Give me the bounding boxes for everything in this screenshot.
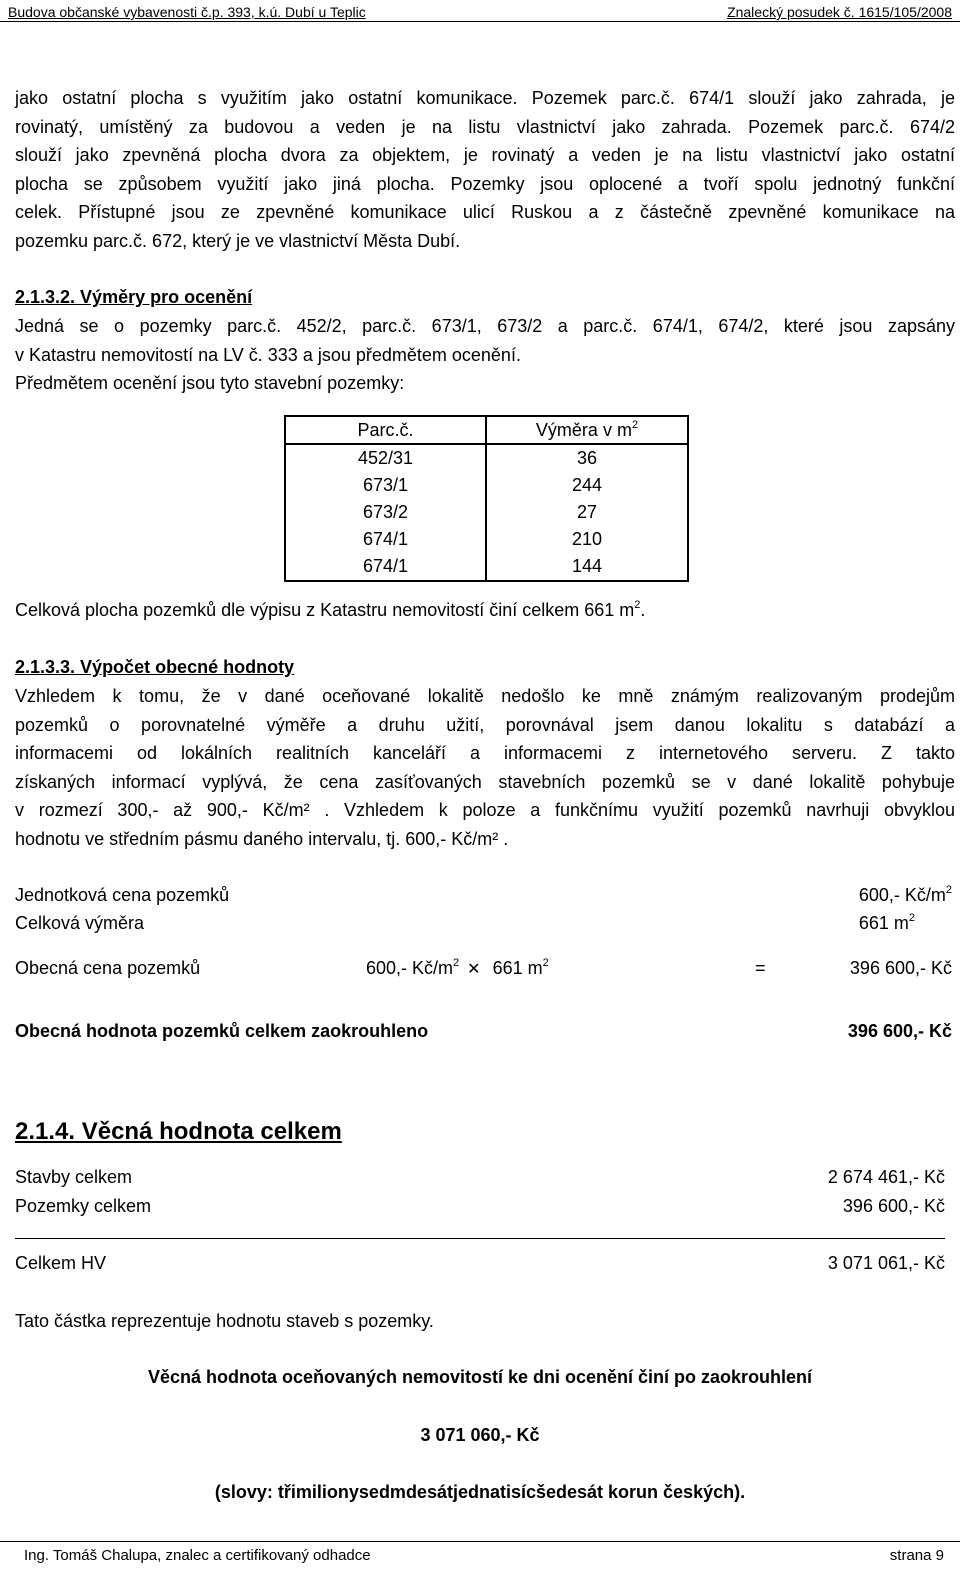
column-header-area: Výměra v $m^2$ xyxy=(486,416,688,444)
area-cell: 36 xyxy=(486,444,688,472)
equals-sign: = xyxy=(755,958,766,978)
table-header-row xyxy=(285,416,688,444)
area-cell: 244 xyxy=(486,472,688,499)
page-number: strana 9 xyxy=(889,1547,944,1564)
text-line: hodnotu ve středním pásmu daného intervalu, tj. 600,- Kč/m² . xyxy=(15,828,509,849)
rounded-value-row xyxy=(15,1019,952,1043)
total-area-row xyxy=(15,911,952,935)
text-line: informacemi od lokálních realitních kanceláří a informacemi z internetového serveru. Z takto xyxy=(15,743,955,764)
buildings-label: Stavby celkem xyxy=(15,1167,133,1187)
text-line: Vzhledem k tomu, že v dané oceňované lokalitě nedošlo ke mně známým realizovaným prodejům xyxy=(15,686,955,706)
buildings-value: 2 674 461,- Kč xyxy=(827,1167,945,1187)
section-heading-214: 2.1.4. Věcná hodnota celkem xyxy=(15,1118,342,1145)
section-2133-text xyxy=(15,682,955,854)
total-area-label: Celková výměra xyxy=(15,913,145,933)
area-cell: 210 xyxy=(486,526,688,553)
page-header xyxy=(0,0,960,22)
unit-price-value: 600,- $Kč/m^2$ xyxy=(858,884,952,905)
area-cell: 144 xyxy=(486,553,688,581)
general-price-row xyxy=(15,956,952,980)
section-heading-2133: 2.1.3.3. Výpočet obecné hodnoty xyxy=(15,657,295,677)
rounded-value: 396 600,- Kč xyxy=(847,1021,952,1041)
summary-value: 3 071 060,- Kč xyxy=(420,1425,540,1445)
text-line: Předmětem ocenění jsou tyto stavební pozemky: xyxy=(15,373,405,394)
total-area-sentence: Celková plocha pozemků dle výpisu z Katastru nemovitostí činí celkem 661 $m^2$. xyxy=(15,599,646,620)
rounded-value-label: Obecná hodnota pozemků celkem zaokrouhleno xyxy=(15,1021,429,1041)
text-line: v rozmezí 300,- až 900,- Kč/m² . Vzhledem k poloze a funkčnímu využití pozemků navrhuji obvyklou xyxy=(15,800,955,821)
text-line: jako ostatní plocha s využitím jako ostatní komunikace. Pozemek parc.č. 674/1 slouží jako zahrada, je xyxy=(15,88,955,108)
general-price-formula: 600,- $Kč/m^2$ ✕ 661 $m^2$ xyxy=(366,956,549,982)
table-row xyxy=(285,444,688,472)
land-label: Pozemky celkem xyxy=(15,1196,152,1216)
parcel-cell: 673/2 xyxy=(285,499,486,526)
land-value: 396 600,- Kč xyxy=(842,1196,945,1216)
text-line: získaných informací vyplývá, že cena zasíťovaných stavebních pozemků se v dané lokalitě pohybuje xyxy=(15,771,955,792)
multiply-icon: ✕ xyxy=(467,961,481,978)
parcel-cell: 674/1 xyxy=(285,526,486,553)
text-line: v Katastru nemovitostí na LV č. 333 a jsou předmětem ocenění. xyxy=(15,344,521,365)
total-area-value: 661 $m^2$ xyxy=(858,912,915,933)
table-row xyxy=(285,499,688,526)
sum-divider xyxy=(15,1238,945,1239)
section-heading-2132: 2.1.3.2. Výměry pro ocenění xyxy=(15,287,253,307)
buildings-row xyxy=(15,1165,952,1189)
parcel-cell: 452/31 xyxy=(285,444,486,472)
table-row xyxy=(285,553,688,581)
total-hv-label: Celkem HV xyxy=(15,1253,107,1273)
total-hv-value: 3 071 061,- Kč xyxy=(827,1253,945,1273)
text-line: Jedná se o pozemky parc.č. 452/2, parc.č. 673/1, 673/2 a parc.č. 674/1, 674/2, které jsou zapsány xyxy=(15,316,955,336)
general-price-label: Obecná cena pozemků xyxy=(15,958,201,978)
text-line: slouží jako zpevněná plocha dvora za objektem, je rovinatý a veden je na listu vlastnictví jako ostatní xyxy=(15,145,955,166)
table-row xyxy=(285,526,688,553)
text-line: pozemku parc.č. 672, který je ve vlastnictví Města Dubí. xyxy=(15,230,461,251)
header-document-number: Znalecký posudek č. 1615/105/2008 xyxy=(727,4,952,20)
area-cell: 27 xyxy=(486,499,688,526)
summary-text: Věcná hodnota oceňovaných nemovitostí ke dni ocenění činí po zaokrouhlení xyxy=(147,1367,813,1387)
note-text: Tato částka reprezentuje hodnotu staveb s pozemky. xyxy=(15,1311,434,1331)
page-footer xyxy=(0,1541,960,1569)
parcel-table xyxy=(284,415,689,582)
parcel-cell: 674/1 xyxy=(285,553,486,581)
value-in-words: (slovy: třimilionysedmdesátjednatisícšedesát korun českých). xyxy=(214,1482,746,1502)
unit-price-row xyxy=(15,883,952,907)
text-line: celek. Přístupné jsou ze zpevněné komunikace ulicí Ruskou a z částečně zpevněné komunikace na xyxy=(15,202,955,223)
text-line: rovinatý, umístěný za budovou a veden je na listu vlastnictví jako zahrada. Pozemek parc.č. 674/2 xyxy=(15,116,955,137)
footer-author: Ing. Tomáš Chalupa, znalec a certifikovaný odhadce xyxy=(24,1547,371,1564)
header-title: Budova občanské vybavenosti č.p. 393, k.ú. Dubí u Teplic xyxy=(8,4,366,20)
column-header-parcel: Parc.č. xyxy=(285,416,486,444)
general-price-value: 396 600,- Kč xyxy=(849,958,952,978)
intro-paragraph xyxy=(15,84,955,256)
table-row xyxy=(285,472,688,499)
total-hv-row xyxy=(15,1251,952,1275)
text-line: plocha se způsobem využití jako jiná plocha. Pozemky jsou oplocené a tvoří spolu jednotný funkční xyxy=(15,173,955,194)
section-2132-text xyxy=(15,312,955,398)
parcel-cell: 673/1 xyxy=(285,472,486,499)
unit-price-label: Jednotková cena pozemků xyxy=(15,885,230,905)
land-row xyxy=(15,1194,952,1218)
text-line: pozemků o porovnatelné výměře a druhu užití, porovnával jsem danou lokalitu s databází a xyxy=(15,714,955,735)
